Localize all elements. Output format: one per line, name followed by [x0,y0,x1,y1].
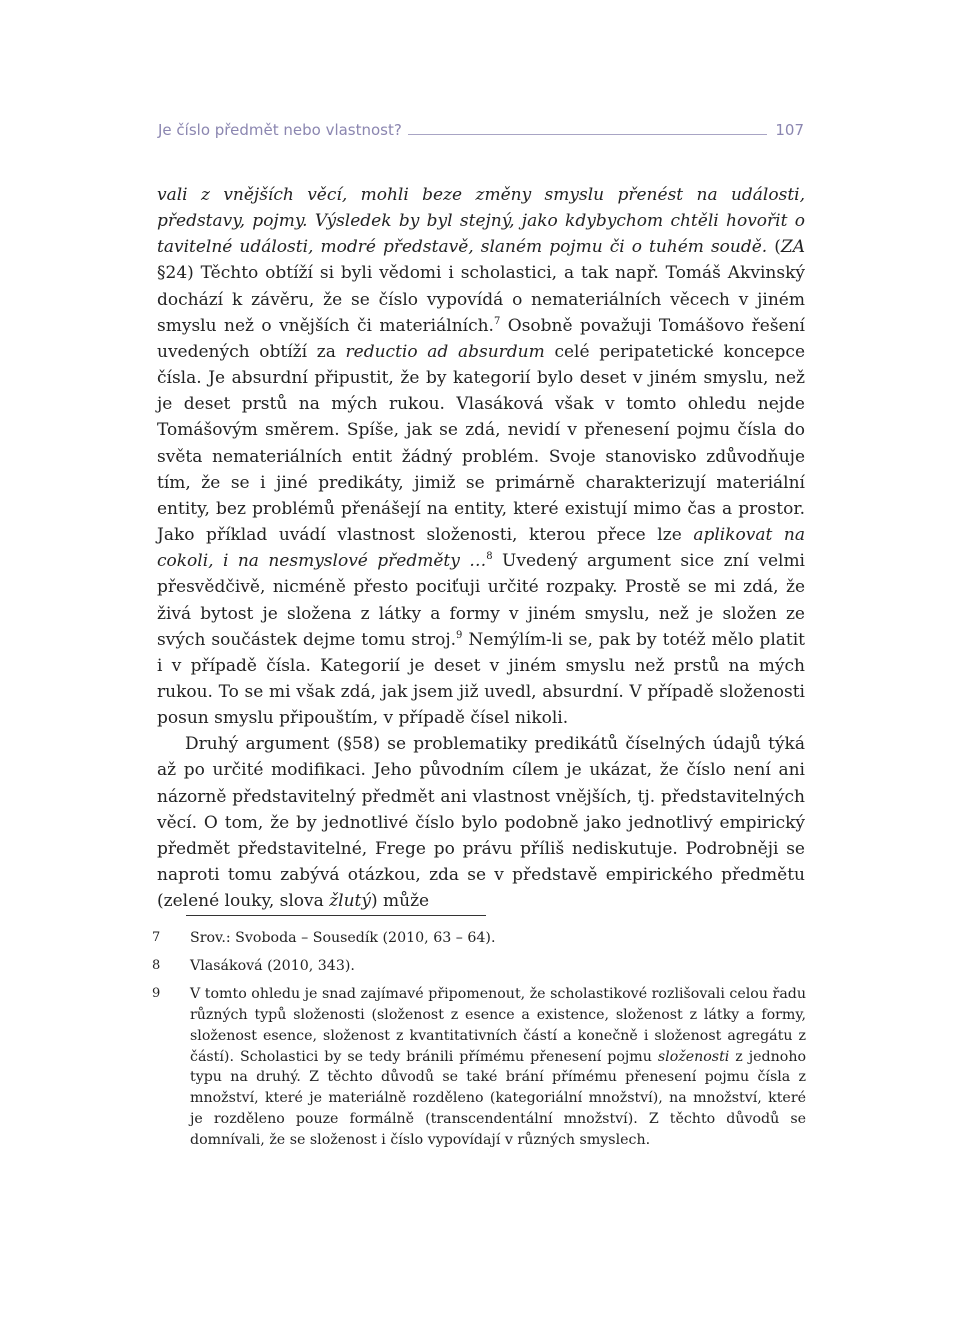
text-span: Druhý argument (§58) se problematiky predikátů číselných údajů týká až po určité modifikaci. Jeho původním cílem je ukázat, že číslo není ani názorně představitelný předmět ani vlastnost vnějších, tj. představitelných věcí. O tom, že by jednotlivé číslo bylo podobně jako jednotlivý empirický předmět představitelné, Frege po právu příliš nediskutuje. Podrobněji se naproti tomu zabývá otázkou, zda se v představě empirického předmětu (zelené louky, slova [157,734,805,912]
footnote-text: Vlasáková (2010, 343). [190,957,355,974]
paragraph-1 [157,182,805,731]
text-span: ) může [370,891,430,912]
footnote-ref-8[interactable]: 8 [486,551,493,563]
footnote-separator [186,915,486,916]
footnote-9 [148,984,806,1151]
footnote-ref-9[interactable]: 9 [456,629,463,641]
text-span: reductio ad absurdum [345,341,545,362]
footnote-number: 8 [152,957,161,973]
text-span: ZA [780,237,805,258]
footnote-text: Srov.: Svoboda – Sousedík (2010, 63 – 64). [190,930,496,946]
footnote-ref-7[interactable]: 7 [493,315,501,327]
footnote-8 [148,956,806,977]
footnote-7 [148,928,806,949]
footnotes [148,928,806,1158]
footnote-number: 9 [152,985,161,1001]
text-span: ( [767,237,781,258]
footnote-text [190,984,806,1151]
text-span: §24) Těchto obtíží si byli vědomi i scholastici, a tak např. Tomáš Akvinský dochází k závěru, že se číslo vypovídá o nemateriálních věcech v jiném smyslu než o vnějších či materiálních. [157,263,805,336]
main-text [157,182,805,914]
running-head [158,117,804,139]
text-span: Nemýlím-li se, pak by totéž mělo platit i v případě čísla. Kategorií je deset v jiném smyslu než prstů na mých rukou. To se mi však zdá, jak jsem již uvedl, absurdní. V případě složenosti posun smyslu připouštím, v případě čísel nikoli. [157,629,805,729]
text-span: vali z vnějších věcí, mohli beze změny smyslu přenést na události, představy, pojmy. Výsledek by byl stejný, jako kdybychom chtěli hovořit o tavitelné události, modré představě, slaném pojmu či o tuhém soudě. [157,185,805,258]
running-title: Je číslo předmět nebo vlastnost? [158,121,402,139]
text-span: V tomto ohledu je snad zajímavé připomenout, že scholastikové rozlišovali celou řadu různých typů složenosti (složenost z esence a existence, složenost z látky a formy, složenost esence, složenost z kvantitativních částí a konečně i složenost agregátu z částí). Scholastici by se tedy bránili přímému přenesení pojmu [190,985,806,1065]
header-rule [408,134,768,135]
text-span: celé peripatetické koncepce čísla. Je absurdní připustit, že by kategorií bylo deset v jiném smyslu, než je deset prstů na mých rukou. Vlasáková však v tomto ohledu nejde Tomášovým směrem. Spíše, jak se zdá, nevidí v přenesení pojmu čísla do světa nemateriálních entit žádný problém. Svoje stanovisko zdůvodňuje tím, že se i jiné predikáty, jimiž se primárně charakterizují materiální entity, bez problémů přenášejí na entity, které existují mimo čas a prostor. Jako příklad uvádí vlastnost složenosti, kterou přece lze [157,341,805,546]
text-span: Osobně považuji Tomášovo řešení uvedených obtíží za [157,315,805,362]
text-span: z jednoho typu na druhý. Z těchto důvodů se také brání přímému přenesení pojmu čísla z množství, které je materiálně rozděleno (kategoriální množství), na množství, které je rozděleno pouze formálně (transcendentální množství). Z těchto důvodů se domnívali, že se složenost i číslo vypovídají v různých smyslech. [190,1048,807,1149]
text-span: aplikovat na cokoli, i na nesmyslové předměty … [157,525,805,572]
text-span: složenosti [657,1048,730,1065]
text-span: žlutý [329,891,371,912]
page-number: 107 [775,121,804,139]
text-span: Uvedený argument sice zní velmi přesvědčivě, nicméně přesto pociťuji určité rozpaky. Prostě se mi zdá, že živá bytost je složena z látky a formy v jiném smyslu, než je složen ze svých součástek dejme tomu stroj. [157,551,805,650]
paragraph-2 [157,731,805,914]
footnote-number: 7 [152,930,161,945]
